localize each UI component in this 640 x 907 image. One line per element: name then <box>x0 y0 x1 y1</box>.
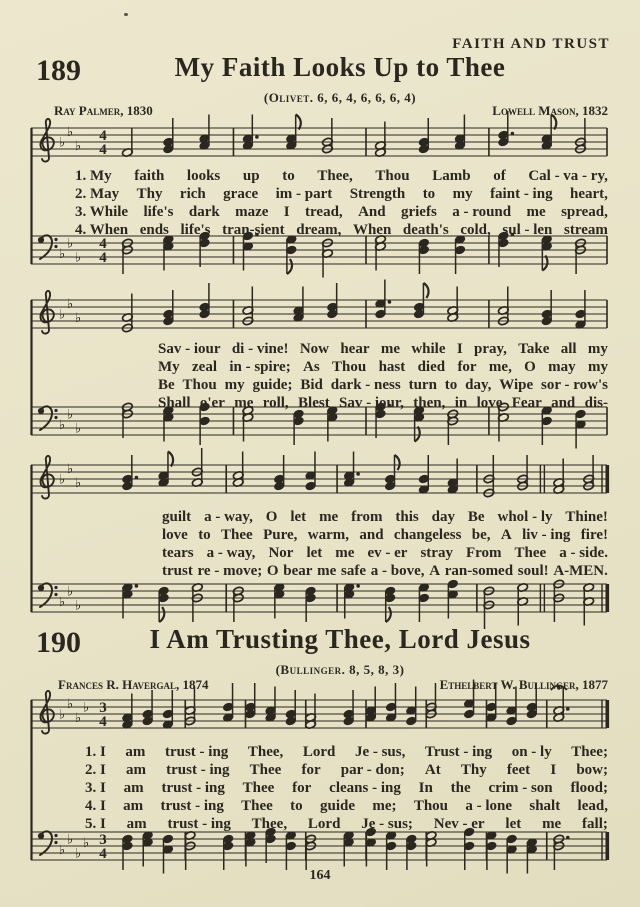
lyric-token: trust - ing <box>164 744 229 760</box>
lyric-token: From <box>465 545 502 561</box>
lyric-token: a - lone <box>465 798 513 814</box>
augmentation-dot <box>511 132 515 136</box>
lyric-token: O <box>524 359 536 375</box>
flat-sign-icon: ♭ <box>59 418 66 433</box>
flat-sign-icon: ♭ <box>59 707 66 723</box>
flat-sign-icon: ♭ <box>75 711 82 726</box>
lyric-token: day, <box>465 377 492 393</box>
final-barline <box>606 465 610 493</box>
lyric-token: ev - er <box>367 545 408 561</box>
lyric-token: Thee, <box>247 744 284 760</box>
bass-clef-icon <box>40 831 52 855</box>
lyric-token: Thine! <box>565 509 608 525</box>
lyric-token: safe <box>341 563 367 579</box>
lyric-token: let <box>505 816 522 832</box>
eighth-flag-icon <box>542 256 547 271</box>
lyric-token: Thou <box>413 798 449 814</box>
augmentation-dot <box>388 300 392 304</box>
lyric-token: O <box>266 563 279 579</box>
lyric-token: am <box>125 744 146 760</box>
flat-sign-icon: ♭ <box>59 307 66 323</box>
lyric-token: spread, <box>561 204 608 220</box>
time-signature: 3 <box>99 700 107 716</box>
lyric-token: I <box>456 341 463 357</box>
time-signature: 4 <box>99 714 107 730</box>
flat-sign-icon: ♭ <box>83 836 90 851</box>
lyric-token: crim - son <box>488 780 553 796</box>
lyric-token: while <box>411 341 446 357</box>
lyric-token: soul! <box>517 563 549 579</box>
lyric-token: 3. While <box>75 204 129 220</box>
lyric-token: be, <box>471 527 491 543</box>
augmentation-dot <box>566 836 570 840</box>
lyric-token: In <box>418 780 433 796</box>
lyric-token: day <box>431 509 456 525</box>
lyric-token: my <box>587 359 608 375</box>
lyric-token: I <box>550 762 557 778</box>
final-barline <box>606 700 610 728</box>
lyric-token: Thou <box>182 377 217 393</box>
lyric-token: to <box>444 377 458 393</box>
eighth-flag-icon <box>287 259 292 274</box>
final-barline <box>606 584 610 612</box>
lyric-token: Lamb <box>432 168 471 184</box>
lyric-token: to <box>282 168 295 184</box>
lyric-token: flood; <box>570 780 608 796</box>
eighth-flag-icon <box>423 283 428 298</box>
eighth-flag-icon <box>296 115 301 130</box>
lyric-token: turn <box>408 377 437 393</box>
flat-sign-icon: ♭ <box>75 476 82 491</box>
lyric-token: me, <box>488 359 512 375</box>
lyric-token: am <box>123 780 144 796</box>
lyric-token: the <box>450 780 471 796</box>
final-barline <box>606 832 610 860</box>
verse-line <box>75 203 608 221</box>
lyric-token: rich <box>179 186 206 202</box>
hymn-189-number: 189 <box>36 54 81 87</box>
hymn-189-title: My Faith Looks Up to Thee <box>174 52 506 82</box>
lyric-token: 2. May <box>75 186 120 202</box>
augmentation-dot <box>356 584 360 588</box>
lyric-token: Thee <box>514 545 547 561</box>
lyric-token: Thee <box>221 527 253 543</box>
lyric-token: may <box>548 359 576 375</box>
lyric-token: pray, <box>474 341 507 357</box>
lyric-token: me <box>317 563 337 579</box>
lyric-token: let <box>290 509 307 525</box>
verse-line <box>162 544 608 562</box>
lyric-token: Trust - ing <box>424 744 493 760</box>
lyric-token: let <box>306 545 323 561</box>
flat-sign-icon: ♭ <box>59 595 66 610</box>
lyric-token: 2. I <box>85 762 106 778</box>
lyric-token: me; <box>372 798 397 814</box>
lyric-token: changeless <box>393 527 462 543</box>
lyric-token: o'er <box>199 395 225 411</box>
lyric-token: to <box>198 527 211 543</box>
lyric-token: faint - ing <box>490 186 553 202</box>
lyric-token: Thee; <box>571 744 608 760</box>
bass-clef-icon <box>40 406 52 430</box>
lyric-token: Thee <box>242 780 275 796</box>
lyric-token: tears <box>162 545 194 561</box>
hymn-189-tune-meter: (Olivet. 6, 6, 4, 6, 6, 6, 4) <box>263 90 417 105</box>
lyric-token: griefs <box>400 204 437 220</box>
lyric-token: ran-somed <box>444 563 514 579</box>
lyric-token: zeal <box>192 359 217 375</box>
augmentation-dot <box>566 707 570 711</box>
treble-clef-icon <box>41 119 54 162</box>
eighth-flag-icon <box>415 427 420 442</box>
lyric-token: trust - ing <box>167 816 231 832</box>
lyric-token: guide <box>320 798 356 814</box>
lyric-token: Wipe <box>499 377 534 393</box>
verse-line <box>158 376 608 394</box>
hymn-190-tune-meter: (Bullinger. 8, 5, 8, 3) <box>275 662 405 677</box>
lyric-token: all <box>560 341 577 357</box>
lyric-token: feet <box>506 762 531 778</box>
lyric-token: am <box>126 816 147 832</box>
lyric-token: shalt <box>529 798 561 814</box>
lyric-token: 4. When <box>75 222 129 238</box>
verse-line <box>75 221 608 239</box>
flat-sign-icon: ♭ <box>75 421 82 437</box>
treble-clef-icon <box>41 691 54 734</box>
eighth-flag-icon <box>159 607 164 622</box>
lyric-token: me <box>526 204 546 220</box>
verse-line <box>85 815 608 833</box>
lyric-token: Thee <box>241 798 273 814</box>
lyric-token: love <box>476 395 503 411</box>
time-signature: 4 <box>99 128 107 144</box>
flat-sign-icon: ♭ <box>59 135 66 151</box>
lyric-token: Thee <box>249 762 282 778</box>
lyric-token: liv - ing <box>522 527 571 543</box>
lyric-token: roll, <box>262 395 289 411</box>
lyric-token: Now <box>299 341 330 357</box>
verse-line <box>75 167 608 185</box>
lyric-token: looks <box>186 168 221 184</box>
lyric-token: grace <box>223 186 259 202</box>
augmentation-dot <box>356 472 360 476</box>
lyric-token: trust - ing <box>161 780 225 796</box>
augmentation-dot <box>255 135 259 139</box>
lyric-token: Sav - iour, <box>339 395 404 411</box>
lyric-token: cleans - ing <box>329 780 401 796</box>
lyric-token: Cal - va - ry, <box>528 168 608 184</box>
lyric-token: Thou <box>375 168 410 184</box>
lyric-token: and <box>359 527 384 543</box>
eighth-flag-icon <box>386 607 391 622</box>
flat-sign-icon: ♭ <box>75 139 82 154</box>
lyric-token: Je - sus; <box>361 816 413 832</box>
lyric-token: for <box>292 780 312 796</box>
lyric-token: am <box>126 762 146 778</box>
lyric-token: this <box>395 509 419 525</box>
lyric-token: cold, <box>460 222 491 238</box>
lyric-token: me <box>542 816 562 832</box>
eighth-flag-icon <box>395 455 400 470</box>
lyric-token: hast <box>378 359 406 375</box>
flat-sign-icon: ♭ <box>83 700 90 716</box>
lyric-token: me <box>234 395 254 411</box>
augmentation-dot <box>135 584 139 588</box>
lyric-token: whol - ly <box>497 509 553 525</box>
lyric-token: Lord <box>302 744 336 760</box>
lyric-token: and <box>551 395 576 411</box>
lyric-token: sor - row's <box>541 377 608 393</box>
verse-line <box>85 761 608 779</box>
lyric-token: 3. I <box>85 780 106 796</box>
flat-sign-icon: ♭ <box>67 407 74 423</box>
lyric-token: 4. I <box>85 798 106 814</box>
lyric-token: faith <box>134 168 165 184</box>
flat-sign-icon: ♭ <box>75 846 82 862</box>
lyric-token: trust <box>162 563 193 579</box>
hymn-190-number: 190 <box>36 626 81 659</box>
verse-line <box>158 394 608 412</box>
page-number: 164 <box>309 868 331 883</box>
flat-sign-icon: ♭ <box>67 297 74 312</box>
lyric-token: my <box>452 186 473 202</box>
lyric-token: Thee, <box>317 168 353 184</box>
flat-sign-icon: ♭ <box>59 247 66 262</box>
lyric-token: hear <box>340 341 370 357</box>
lyric-token: Thy <box>136 186 163 202</box>
verse-line <box>158 340 608 358</box>
flat-sign-icon: ♭ <box>67 584 74 600</box>
lyric-token: Fear <box>511 395 542 411</box>
lyric-token: me <box>319 509 339 525</box>
lyric-token: a - way, <box>204 509 253 525</box>
bass-clef-icon <box>40 583 52 607</box>
lyric-token: Nev - er <box>433 816 485 832</box>
lyric-token: a - bove, <box>370 563 425 579</box>
lyric-token: to <box>290 798 303 814</box>
verse-line <box>85 797 608 815</box>
lyric-token: love <box>162 527 188 543</box>
lyric-token: guide; <box>252 377 293 393</box>
lyric-token: A <box>429 563 441 579</box>
time-signature: 4 <box>99 846 107 862</box>
flat-sign-icon: ♭ <box>75 311 82 326</box>
lyric-token: life's <box>180 222 211 238</box>
bass-clef-icon <box>40 235 52 259</box>
lyric-token: lead, <box>577 798 608 814</box>
lyric-token: Pure, <box>263 527 298 543</box>
lyric-token: heart, <box>570 186 608 202</box>
time-signature: 3 <box>99 832 107 848</box>
flat-sign-icon: ♭ <box>67 462 74 477</box>
lyric-token: guilt <box>162 509 192 525</box>
hymn-189-verses-system-1 <box>75 167 608 239</box>
lyric-token: stream <box>564 222 608 238</box>
lyric-token: stray <box>420 545 453 561</box>
lyric-token: in - spire; <box>229 359 291 375</box>
flat-sign-icon: ♭ <box>59 843 66 858</box>
time-signature: 4 <box>99 250 107 266</box>
treble-clef-icon <box>41 456 54 499</box>
lyric-token: Je - sus, <box>354 744 406 760</box>
hymn-190-author-credit: Frances R. Havergal, 1874 <box>58 677 209 692</box>
lyric-token: death's <box>402 222 449 238</box>
lyric-token: And <box>358 204 386 220</box>
lyric-token: my <box>224 377 245 393</box>
lyric-token: di - vine! <box>231 341 289 357</box>
lyric-token: life's <box>143 204 174 220</box>
lyric-token: bow; <box>576 762 608 778</box>
flat-sign-icon: ♭ <box>67 697 74 712</box>
hymn-189-verses-system-2 <box>158 340 608 412</box>
lyric-token: bear <box>283 563 313 579</box>
lyric-token: im - part <box>275 186 333 202</box>
lyric-token: in <box>454 395 468 411</box>
hymn-189-author-credit: Ray Palmer, 1830 <box>54 103 153 118</box>
lyric-token: Be <box>467 509 485 525</box>
lyric-token: fire! <box>580 527 608 543</box>
flat-sign-icon: ♭ <box>75 250 82 266</box>
flat-sign-icon: ♭ <box>75 598 82 614</box>
eighth-flag-icon <box>168 452 173 467</box>
lyric-token: of <box>493 168 506 184</box>
lyric-token: As <box>303 359 320 375</box>
lyric-token: My <box>158 359 180 375</box>
hymn-189-verses-system-3 <box>162 508 608 580</box>
lyric-token: I <box>283 204 290 220</box>
flat-sign-icon: ♭ <box>67 832 74 848</box>
flat-sign-icon: ♭ <box>67 236 74 252</box>
lyric-token: a - round <box>452 204 512 220</box>
lyric-token: Nor <box>268 545 294 561</box>
lyric-token: maze <box>235 204 269 220</box>
lyric-token: a - way, <box>206 545 256 561</box>
lyric-token: Bid <box>300 377 323 393</box>
lyric-token: me <box>380 341 400 357</box>
lyric-token: then, <box>413 395 446 411</box>
lyric-token: tread, <box>305 204 343 220</box>
hymn-190-composer-credit: Ethelbert W. Bullinger, 1877 <box>439 677 608 692</box>
page-category-header: FAITH AND TRUST <box>452 36 610 52</box>
lyric-token: At <box>424 762 441 778</box>
lyric-token: 5. I <box>85 816 106 832</box>
lyric-token: to <box>422 186 436 202</box>
lyric-token: Take <box>518 341 550 357</box>
lyric-token: sul - len <box>502 222 553 238</box>
lyric-token: dis- <box>584 395 608 411</box>
verse-line <box>85 743 608 761</box>
lyric-token: for <box>457 359 477 375</box>
lyric-token: O <box>265 509 278 525</box>
lyric-token: A-MEN. <box>553 563 608 579</box>
verse-line <box>162 526 608 544</box>
lyric-token: Thy <box>460 762 487 778</box>
lyric-token: re - move; <box>197 563 263 579</box>
lyric-token: me <box>335 545 355 561</box>
flat-sign-icon: ♭ <box>59 472 66 488</box>
lyric-token: from <box>351 509 383 525</box>
lyric-token: a - side. <box>559 545 608 561</box>
lyric-token: am <box>123 798 144 814</box>
lyric-token: my <box>587 341 608 357</box>
lyric-token: trust - ing <box>166 762 230 778</box>
lyric-token: Be <box>158 377 175 393</box>
hymn-190-title: I Am Trusting Thee, Lord Jesus <box>149 624 531 654</box>
lyric-token: dark - ness <box>330 377 401 393</box>
lyric-token: Thou <box>332 359 367 375</box>
lyric-token: Blest <box>298 395 330 411</box>
hymn-189-composer-credit: Lowell Mason, 1832 <box>492 103 608 118</box>
lyric-token: dream, <box>296 222 342 238</box>
lyric-token: fall; <box>582 816 608 832</box>
verse-line <box>162 508 608 526</box>
lyric-token: Strength <box>349 186 406 202</box>
lyric-token: on - ly <box>511 744 552 760</box>
lyric-token: 1. My <box>75 168 112 184</box>
lyric-token: Sav - iour <box>158 341 221 357</box>
augmentation-dot <box>135 476 139 480</box>
lyric-token: par - don; <box>340 762 405 778</box>
lyric-token: for <box>301 762 321 778</box>
verse-line <box>75 185 608 203</box>
lyric-token: Lord <box>307 816 341 832</box>
lyric-token: ends <box>139 222 169 238</box>
lyric-token: tran-sient <box>222 222 285 238</box>
ink-speck <box>124 13 128 16</box>
time-signature: 4 <box>99 142 107 158</box>
lyric-token: Thee, <box>251 816 288 832</box>
flat-sign-icon: ♭ <box>67 125 74 140</box>
time-signature: 4 <box>99 236 107 252</box>
hymn-190-verses <box>85 743 608 833</box>
verse-line <box>162 562 608 580</box>
verse-line <box>158 358 608 376</box>
treble-clef-icon <box>41 291 54 334</box>
lyric-token: died <box>417 359 446 375</box>
lyric-token: 1. I <box>85 744 106 760</box>
lyric-token: trust - ing <box>160 798 224 814</box>
lyric-token: warm, <box>307 527 349 543</box>
lyric-token: Shall <box>158 395 191 411</box>
lyric-token: dark <box>188 204 220 220</box>
lyric-token: up <box>242 168 260 184</box>
lyric-token: A <box>500 527 512 543</box>
lyric-token: When <box>352 222 392 238</box>
verse-line <box>85 779 608 797</box>
